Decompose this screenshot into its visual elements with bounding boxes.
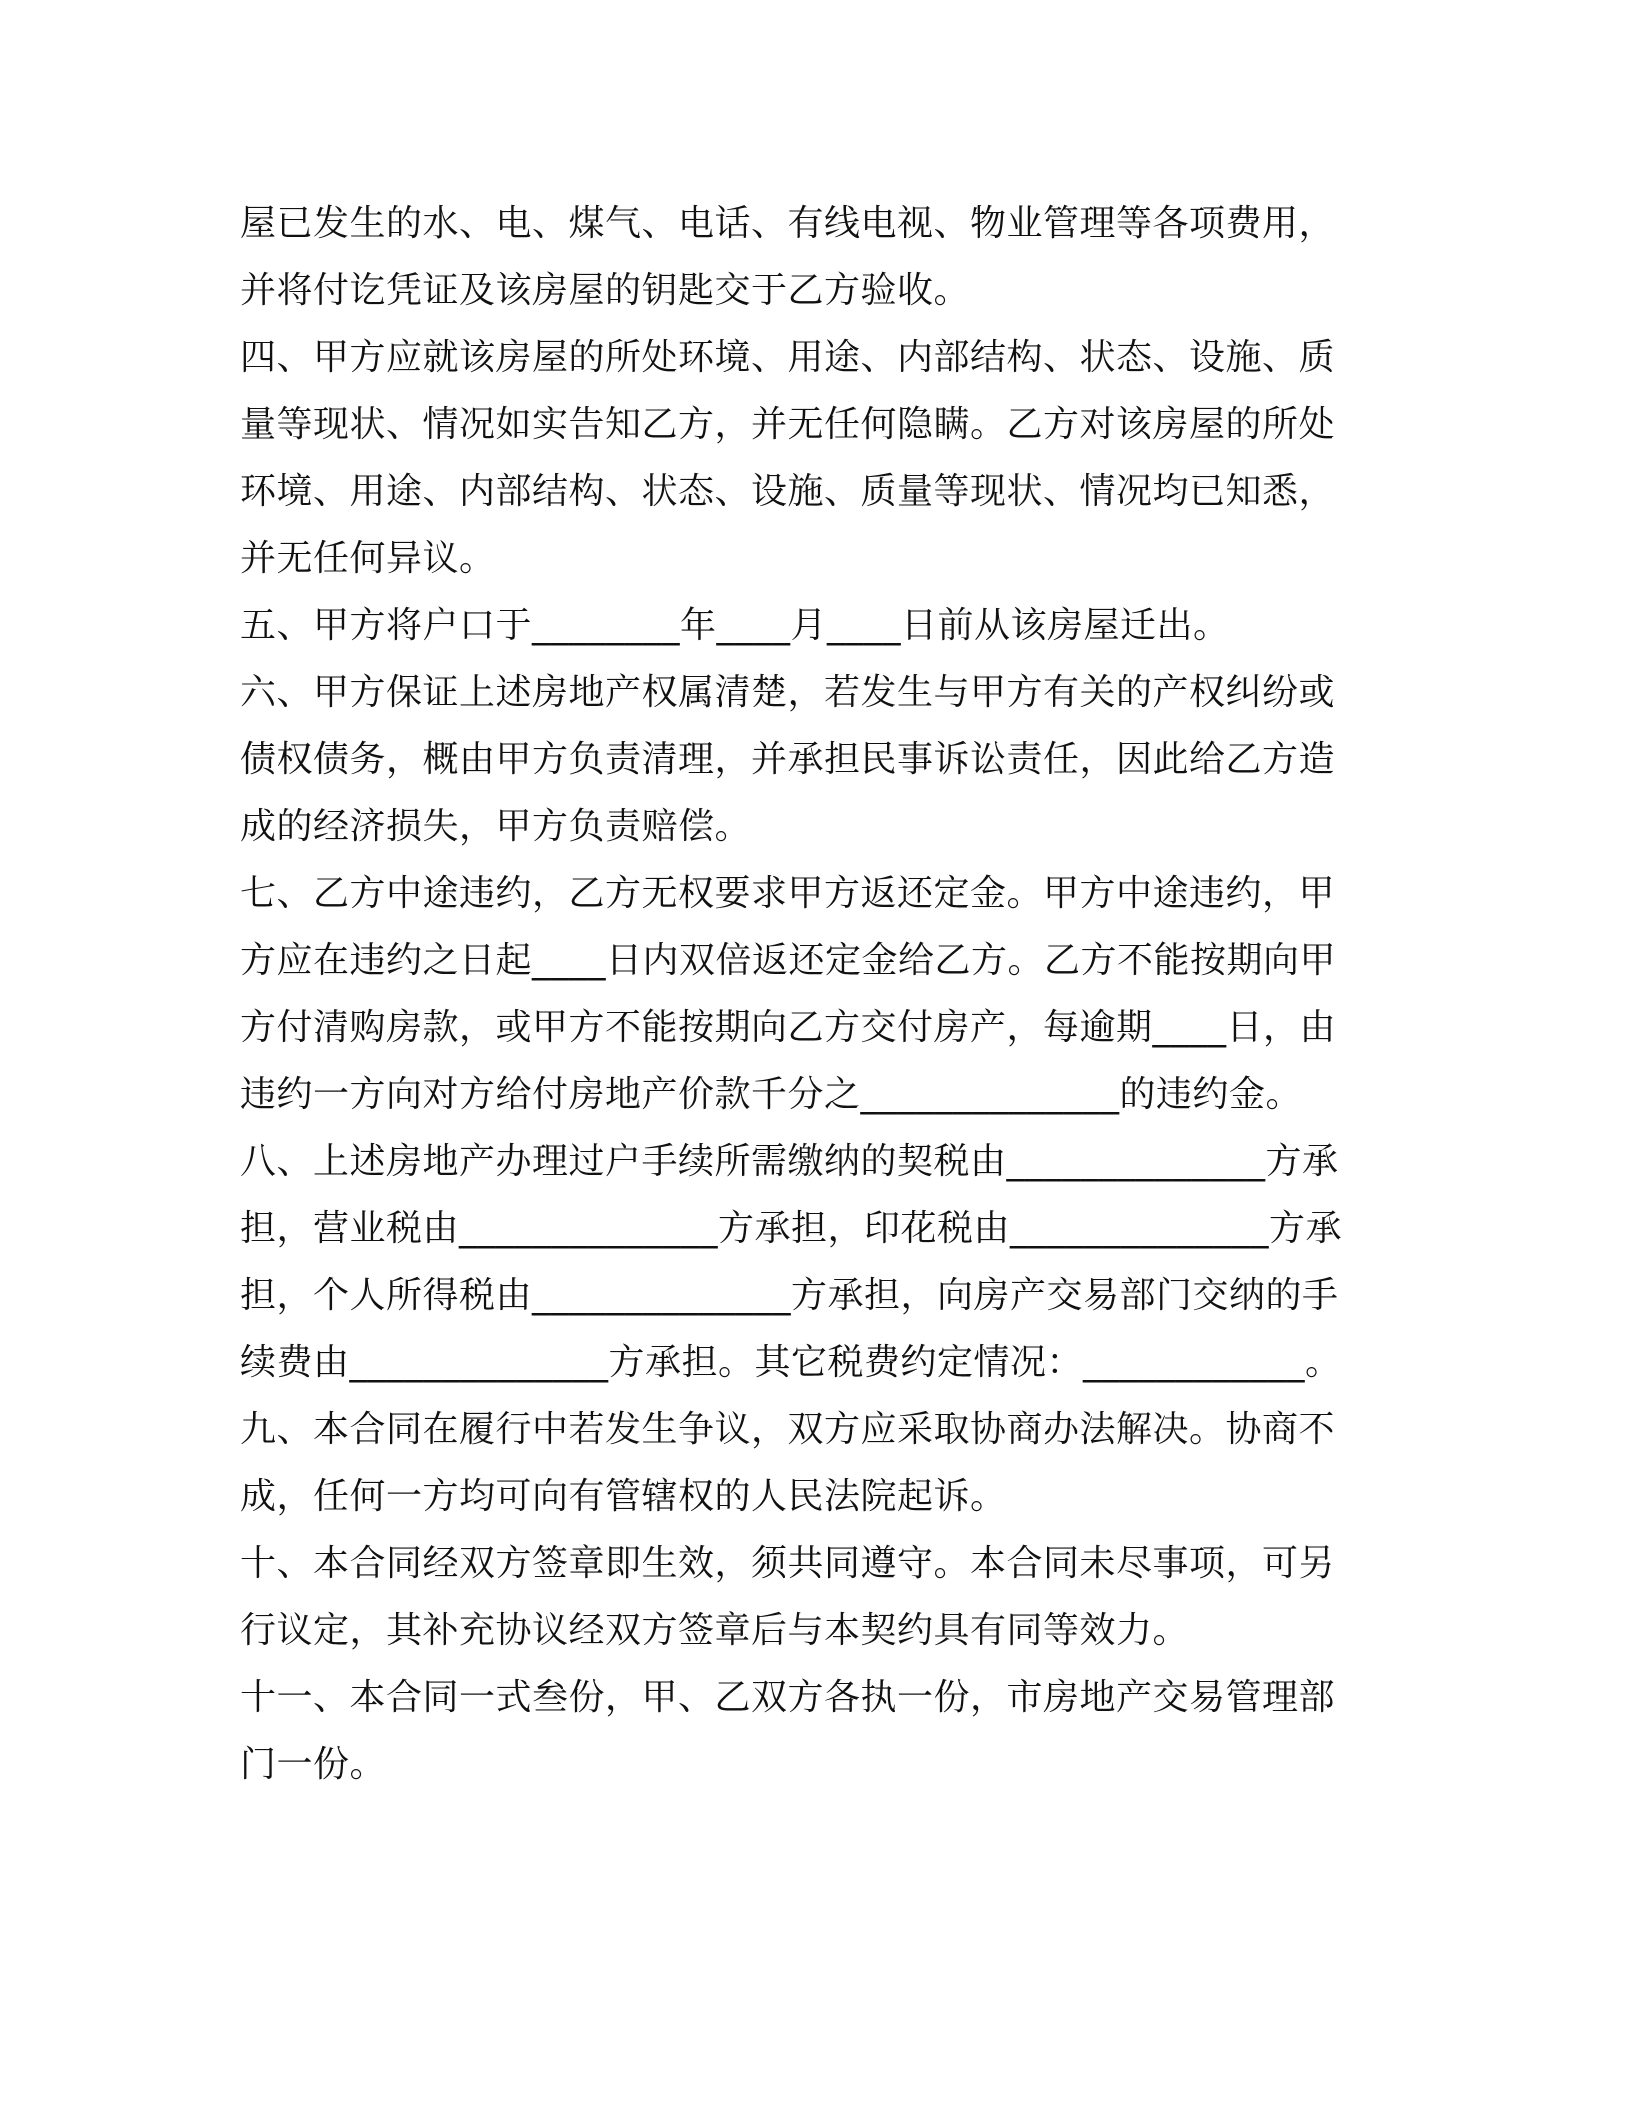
clause-5: 五、甲方将户口于________年____月____日前从该房屋迁出。 — [240, 605, 1230, 646]
clause-6: 六、甲方保证上述房地产权属清楚，若发生与甲方有关的产权纠纷或 — [240, 672, 1336, 713]
text-line: 门一份。 — [240, 1744, 387, 1785]
document-body — [240, 190, 1400, 1798]
clause-4: 四、甲方应就该房屋的所处环境、用途、内部结构、状态、设施、质 — [240, 337, 1336, 378]
text-line: 成，任何一方均可向有管辖权的人民法院起诉。 — [240, 1476, 1007, 1517]
clause-8: 八、上述房地产办理过户手续所需缴纳的契税由______________方承 — [240, 1141, 1339, 1182]
text-line: 并无任何异议。 — [240, 538, 496, 579]
text-line: 续费由______________方承担。其它税费约定情况：____________。 — [240, 1342, 1342, 1383]
text-line: 行议定，其补充协议经双方签章后与本契约具有同等效力。 — [240, 1610, 1190, 1651]
text-line: 担，营业税由______________方承担，印花税由______________方承 — [240, 1208, 1343, 1249]
text-line: 违约一方向对方给付房地产价款千分之______________的违约金。 — [240, 1074, 1303, 1115]
text-line: 债权债务，概由甲方负责清理，并承担民事诉讼责任，因此给乙方造 — [240, 739, 1336, 780]
text-line: 环境、用途、内部结构、状态、设施、质量等现状、情况均已知悉， — [240, 471, 1336, 512]
clause-9: 九、本合同在履行中若发生争议，双方应采取协商办法解决。协商不 — [240, 1409, 1336, 1450]
text-line: 担，个人所得税由______________方承担，向房产交易部门交纳的手 — [240, 1275, 1339, 1316]
text-line: 屋已发生的水、电、煤气、电话、有线电视、物业管理等各项费用， — [240, 203, 1336, 244]
text-line: 方付清购房款，或甲方不能按期向乙方交付房产，每逾期____日，由 — [240, 1007, 1337, 1048]
clause-7: 七、乙方中途违约，乙方无权要求甲方返还定金。甲方中途违约，甲 — [240, 873, 1336, 914]
text-line: 量等现状、情况如实告知乙方，并无任何隐瞒。乙方对该房屋的所处 — [240, 404, 1336, 445]
text-line: 成的经济损失，甲方负责赔偿。 — [240, 806, 752, 847]
clause-10: 十、本合同经双方签章即生效，须共同遵守。本合同未尽事项，可另 — [240, 1543, 1336, 1584]
text-line: 并将付讫凭证及该房屋的钥匙交于乙方验收。 — [240, 270, 971, 311]
text-line: 方应在违约之日起____日内双倍返还定金给乙方。乙方不能按期向甲 — [240, 940, 1337, 981]
clause-11: 十一、本合同一式叁份，甲、乙双方各执一份，市房地产交易管理部 — [240, 1677, 1336, 1718]
